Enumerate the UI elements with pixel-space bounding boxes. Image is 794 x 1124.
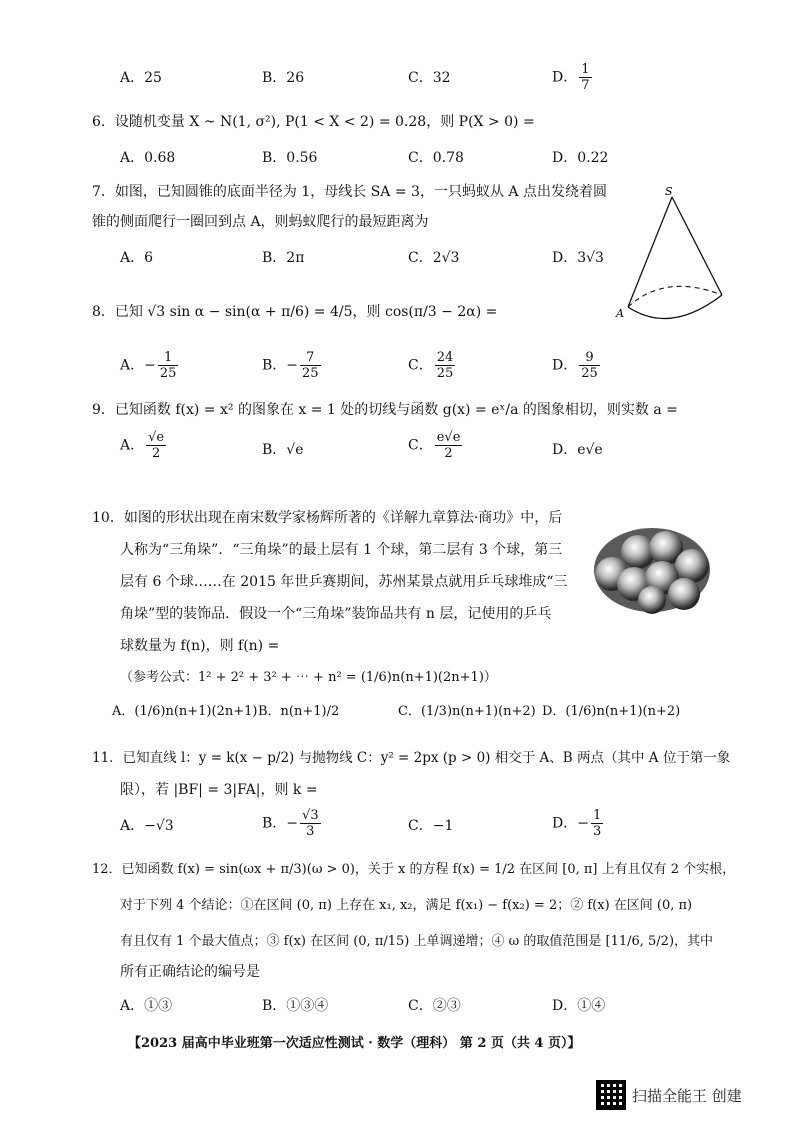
q5-option-d-denominator: 7 bbox=[581, 78, 590, 93]
q12-option-b: B．①③④ bbox=[262, 998, 329, 1014]
q12-line2: 对于下列 4 个结论：①在区间 (0, π) 上存在 x₁, x₂，满足 f(x₁) − f(x₂) = 2；② f(x) 在区间 (0, π) bbox=[120, 898, 693, 913]
q9-option-a-num: √e bbox=[148, 430, 165, 445]
q6-option-c: C．0.78 bbox=[408, 150, 464, 166]
cone-right-edge bbox=[672, 197, 722, 295]
page-footer: 【2023 届高中毕业班第一次适应性测试 · 数学（理科） 第 2 页（共 4 页）】 bbox=[128, 1036, 581, 1051]
q11-option-b-fraction bbox=[300, 808, 321, 839]
q12-option-d: D．①④ bbox=[552, 998, 606, 1014]
q9-option-c-num: e√e bbox=[436, 430, 461, 445]
cone-left-edge bbox=[628, 197, 672, 307]
q7-option-c: C．2√3 bbox=[408, 250, 460, 266]
q8-option-b-fraction bbox=[300, 350, 321, 381]
q8-option-c-fraction bbox=[435, 350, 456, 381]
q8-option-d-num: 9 bbox=[579, 350, 600, 366]
q11-line2: 限），若 |BF| = 3|FA|，则 k = bbox=[120, 782, 318, 798]
q8-stem: 8．已知 √3 sin α − sin(α + π/6) = 4/5，则 cos(π/3 − 2α) = bbox=[92, 304, 498, 320]
cone-base-front bbox=[628, 295, 722, 319]
q9-stem: 9．已知函数 f(x) = x² 的图象在 x = 1 处的切线与函数 g(x) = eˣ/a 的图象相切，则实数 a = bbox=[92, 402, 678, 418]
q10-line4: 角垛”型的装饰品．假设一个“三角垛”装饰品共有 n 层，记使用的乒乓 bbox=[120, 606, 552, 622]
q8-option-c-num: 24 bbox=[436, 350, 454, 365]
q5-option-d-label: D． bbox=[552, 69, 578, 86]
qr-code-icon bbox=[596, 1080, 626, 1110]
q8-option-b-label: B．− bbox=[262, 357, 299, 374]
q9-option-a-label: A． bbox=[120, 437, 145, 454]
q11-option-d bbox=[552, 808, 605, 839]
q8-option-b bbox=[262, 350, 323, 381]
q10-option-c: C．(1/3)n(n+1)(n+2) bbox=[398, 704, 536, 719]
q11-line1: 11．已知直线 l：y = k(x − p/2) 与抛物线 C：y² = 2px (p > 0) 相交于 A、B 两点（其中 A 位于第一象 bbox=[92, 750, 731, 766]
q9-option-a-fraction bbox=[146, 430, 166, 461]
q9-option-c-den: 2 bbox=[444, 446, 453, 461]
q12-line1: 12．已知函数 f(x) = sin(ωx + π/3)(ω > 0)，关于 x 的方程 f(x) = 1/2 在区间 [0, π] 上有且仅有 2 个实根， bbox=[92, 862, 736, 877]
q12-line4: 所有正确结论的编号是 bbox=[120, 964, 260, 980]
q7-option-b: B．2π bbox=[262, 250, 305, 266]
q8-option-d-den: 25 bbox=[581, 366, 598, 381]
q8-option-d bbox=[552, 350, 602, 381]
q10-line1: 10．如图的形状出现在南宋数学家杨辉所著的《详解九章算法·商功》中，后 bbox=[92, 510, 563, 526]
q6-option-b: B．0.56 bbox=[262, 150, 318, 166]
q7-option-d: D．3√3 bbox=[552, 250, 604, 266]
q11-option-b-label: B．− bbox=[262, 815, 299, 832]
q12-option-c: C．②③ bbox=[408, 998, 461, 1014]
q8-option-d-label: D． bbox=[552, 357, 578, 374]
q10-formula: （参考公式：1² + 2² + 3² + ⋯ + n² = (1/6)n(n+1)(2n+1)） bbox=[120, 670, 497, 685]
q11-option-c: C．−1 bbox=[408, 818, 454, 834]
q9-option-c-fraction bbox=[435, 430, 463, 461]
q9-option-d: D．e√e bbox=[552, 442, 603, 458]
q9-option-a-den: 2 bbox=[151, 446, 161, 461]
q9-option-c-label: C． bbox=[408, 437, 433, 454]
ball bbox=[638, 586, 666, 614]
q10-option-d: D．(1/6)n(n+1)(n+2) bbox=[542, 704, 681, 719]
q12-option-a: A．①③ bbox=[120, 998, 173, 1014]
cone-label-a: A bbox=[616, 307, 624, 320]
q7-option-a: A．6 bbox=[120, 250, 154, 266]
q7-stem-line2: 锥的侧面爬行一圈回到点 A，则蚂蚁爬行的最短距离为 bbox=[92, 214, 429, 230]
q9-option-b: B．√e bbox=[262, 442, 304, 458]
q5-option-d bbox=[552, 62, 594, 93]
q10-line2: 人称为“三角垛”．“三角垛”的最上层有 1 个球，第二层有 3 个球，第三 bbox=[120, 542, 563, 558]
q8-option-c bbox=[408, 350, 457, 381]
q8-option-b-num: 7 bbox=[300, 350, 321, 366]
ball-pile-image bbox=[592, 522, 712, 614]
cone-base-back bbox=[628, 286, 722, 307]
q8-option-c-label: C． bbox=[408, 357, 433, 374]
scanner-text: 扫描全能王 创建 bbox=[632, 1086, 742, 1105]
q10-line5: 球数量为 f(n)，则 f(n) = bbox=[120, 638, 280, 654]
ball bbox=[668, 578, 700, 610]
q12-line3: 有且仅有 1 个最大值点；③ f(x) 在区间 (0, π/15) 上单调递增；④ ω 的取值范围是 [11/6, 5/2)，其中 bbox=[120, 934, 714, 949]
q11-option-b-num: √3 bbox=[302, 808, 319, 823]
q11-option-b bbox=[262, 808, 323, 839]
q8-option-a-label: A．− bbox=[120, 357, 156, 374]
q8-option-b-den: 25 bbox=[302, 366, 319, 381]
q6-option-d: D．0.22 bbox=[552, 150, 609, 166]
q6-stem: 6．设随机变量 X ~ N(1, σ²), P(1 < X < 2) = 0.28，则 P(X > 0) = bbox=[92, 114, 535, 130]
q11-option-a: A．−√3 bbox=[120, 818, 174, 834]
q5-option-d-fraction bbox=[579, 62, 591, 93]
scanner-watermark bbox=[596, 1080, 742, 1110]
q11-option-d-fraction bbox=[591, 808, 603, 839]
q11-option-d-den: 3 bbox=[592, 824, 602, 839]
q9-option-c bbox=[408, 430, 464, 461]
q10-option-a: A．(1/6)n(n+1)(2n+1) bbox=[112, 704, 258, 719]
q11-option-d-label: D．− bbox=[552, 815, 589, 832]
q5-option-d-numerator: 1 bbox=[581, 62, 590, 77]
q8-option-c-den: 25 bbox=[436, 366, 454, 381]
q5-option-a: A．25 bbox=[120, 70, 162, 86]
q8-option-a-den: 25 bbox=[159, 366, 177, 381]
cone-figure bbox=[610, 185, 750, 320]
q8-option-a-num: 1 bbox=[158, 350, 179, 366]
q10-line3: 层有 6 个球……在 2015 年世乒赛期间，苏州某景点就用乒乓球堆成“三 bbox=[120, 574, 568, 590]
q9-option-a bbox=[120, 430, 168, 461]
cone-label-s: S bbox=[665, 185, 673, 198]
q11-option-d-num: 1 bbox=[592, 808, 602, 823]
q6-option-a: A．0.68 bbox=[120, 150, 176, 166]
q8-option-a-fraction bbox=[158, 350, 179, 381]
q8-option-a bbox=[120, 350, 180, 381]
ball bbox=[675, 549, 709, 583]
q5-option-b: B．26 bbox=[262, 70, 305, 86]
q11-option-b-den: 3 bbox=[306, 824, 315, 839]
q5-option-c: C．32 bbox=[408, 70, 451, 86]
q8-option-d-fraction bbox=[579, 350, 600, 381]
q7-stem-line1: 7．如图，已知圆锥的底面半径为 1，母线长 SA = 3，一只蚂蚁从 A 点出发绕着圆 bbox=[92, 184, 607, 200]
q10-option-b: B．n(n+1)/2 bbox=[258, 704, 340, 719]
